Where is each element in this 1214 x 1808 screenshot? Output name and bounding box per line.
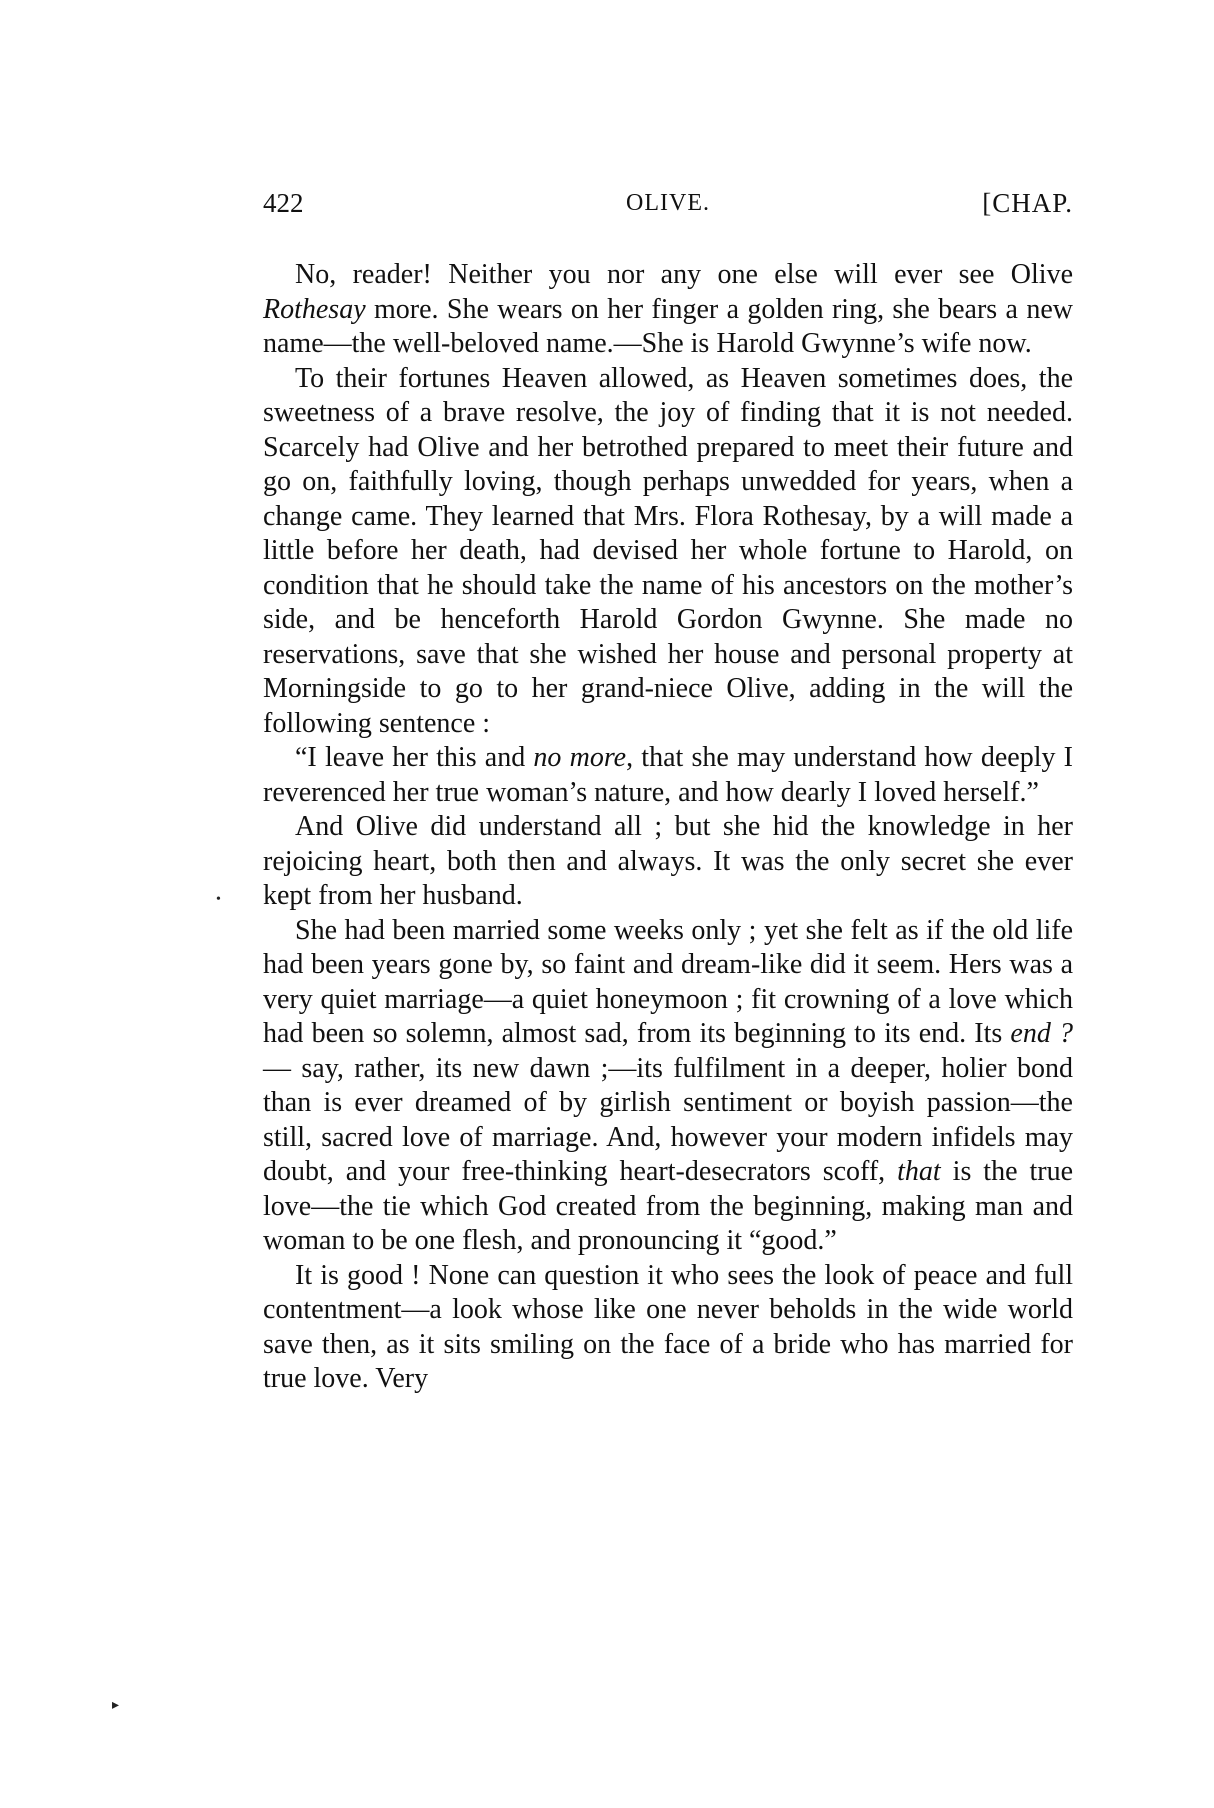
body-text xyxy=(263,258,1073,1397)
paragraph xyxy=(263,914,1073,1259)
margin-speck: ▸ xyxy=(112,1698,120,1713)
page-number: 422 xyxy=(263,188,304,218)
text-run: “I leave her this and xyxy=(295,742,534,773)
italic-run: Rothesay xyxy=(263,293,366,325)
margin-speck: • xyxy=(216,892,221,907)
text-run: No, reader! Neither you nor any one else will ever see Olive xyxy=(295,259,1073,290)
text-run: And Olive did understand all ; but she hid the knowledge in her rejoicing heart, both then and always. It was the only secret she ever kept from her husband. xyxy=(263,811,1073,911)
paragraph xyxy=(263,1259,1073,1397)
paragraph xyxy=(263,362,1073,742)
text-run: It is good ! None can question it who sees the look of peace and full contentment—a look whose like one never beholds in the wide world save then, as it sits smiling on the face of a bride who has married for true love. Very xyxy=(263,1259,1073,1394)
text-run: To their fortunes Heaven allowed, as Heaven sometimes does, the sweetness of a brave resolve, the joy of finding that it is not needed. Scarcely had Olive and her betrothed prepared to meet their future and go on, faithfully loving, though perhaps unwedded for years, when a change came. They learned that Mrs. Flora Rothesay, by a will made a little before her death, had devised her whole fortune to Harold, on condition that he should take the name of his ancestors on the mother’s side, and be henceforth Harold Gordon Gwynne. She made no reservations, save that she wished her house and personal property at Morningside to go to her grand-niece Olive, adding in the will the following sentence : xyxy=(263,362,1073,739)
paragraph xyxy=(263,810,1073,914)
paragraph xyxy=(263,258,1073,362)
running-head xyxy=(263,188,1073,228)
paragraph xyxy=(263,741,1073,810)
chapter-marker: [CHAP. xyxy=(982,188,1073,218)
text-run: — say, rather, its new dawn ;—its fulfilment in a deeper, holier bond than is ever dreamed of by girlish sentiment or boyish passion—the still, sacred love of marriage. And, however your modern infidels may doubt, and your free-thinking heart-desecrators scoff, xyxy=(263,1052,1073,1187)
italic-run: end ? xyxy=(1010,1018,1073,1049)
italic-run: that xyxy=(897,1156,941,1187)
text-run: She had been married some weeks only ; yet she felt as if the old life had been years gone by, so faint and dream-like did it seem. Hers was a very quiet marriage—a quiet honeymoon ; fit crowning of a love which had been so solemn, almost sad, from its beginning to its end. Its xyxy=(263,914,1073,1049)
italic-run: no more xyxy=(533,742,627,773)
text-run: is the true love—the tie which God created from the beginning, making man and woman to be one flesh, and pronouncing it “good.” xyxy=(263,1156,1073,1256)
text-run: more. She wears on her finger a golden ring, she bears a new name—the well-beloved name.—She is Harold Gwynne’s wife now. xyxy=(263,293,1073,359)
running-title: OLIVE. xyxy=(626,190,710,216)
text-run: , that she may understand how deeply I reverenced her true woman’s nature, and how dearly I loved herself.” xyxy=(263,742,1073,808)
